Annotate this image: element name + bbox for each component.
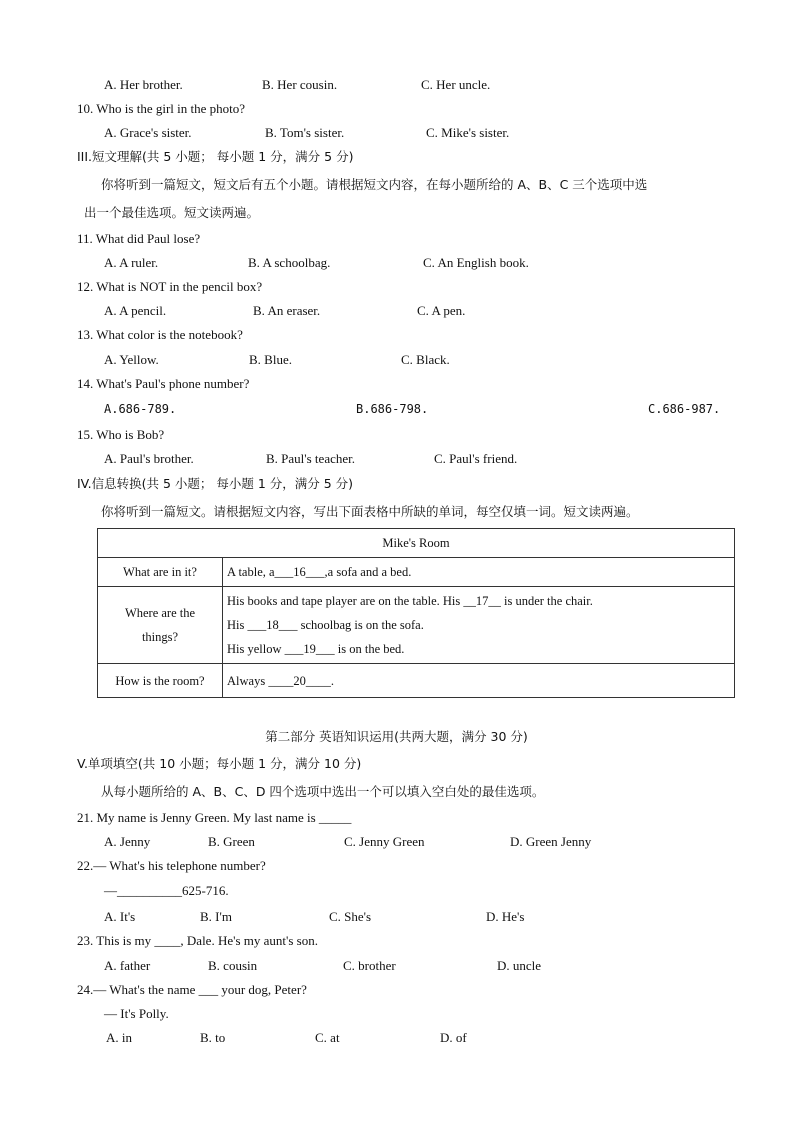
- table-row-answer-line3: His yellow ___19___ is on the bed.: [227, 642, 405, 656]
- q23-option-c: C. brother: [343, 958, 396, 973]
- q12-option-c: C. A pen.: [417, 303, 466, 318]
- q15-option-a: A. Paul's brother.: [104, 451, 194, 466]
- q15-option-b: B. Paul's teacher.: [266, 451, 355, 466]
- q13-option-b: B. Blue.: [249, 352, 292, 367]
- table-row-answer: [223, 587, 735, 664]
- q21-stem: 21. My name is Jenny Green. My last name is _____: [77, 810, 352, 825]
- q14-option-b: B.686-798.: [356, 402, 429, 416]
- table-row-label: How is the room?: [98, 664, 223, 698]
- q23-stem: 23. This is my ____, Dale. He's my aunt's son.: [77, 933, 318, 948]
- q12-option-b: B. An eraser.: [253, 303, 321, 318]
- q24-option-b: B. to: [200, 1030, 226, 1045]
- q22-option-d: D. He's: [486, 909, 525, 924]
- q10-option-c: C. Mike's sister.: [426, 125, 510, 140]
- mikes-room-table: [97, 528, 735, 698]
- part-2-heading: 第二部分 英语知识运用(共两大题，满分 30 分): [265, 729, 528, 744]
- q24-option-a: A. in: [106, 1030, 132, 1045]
- q21-option-a: A. Jenny: [104, 834, 151, 849]
- q23-option-d: D. uncle: [497, 958, 542, 973]
- section-3-instruction-line2: 出一个最佳选项。短文读两遍。: [84, 205, 260, 220]
- q13-option-c: C. Black.: [401, 352, 450, 367]
- q15-option-c: C. Paul's friend.: [434, 451, 518, 466]
- q9-option-a: A. Her brother.: [104, 77, 183, 92]
- q24-response: — It's Polly.: [104, 1006, 169, 1021]
- q24-stem: 24.— What's the name ___ your dog, Peter?: [77, 982, 307, 997]
- q22-option-b: B. I'm: [200, 909, 232, 924]
- section-5-instruction: 从每小题所给的 A、B、C、D 四个选项中选出一个可以填入空白处的最佳选项。: [101, 784, 545, 799]
- table-row-label: [98, 587, 223, 664]
- section-3-heading: III.短文理解(共 5 小题； 每小题 1 分，满分 5 分): [77, 149, 354, 164]
- q21-option-b: B. Green: [208, 834, 255, 849]
- q11-option-a: A. A ruler.: [104, 255, 159, 270]
- table-row-label: What are in it?: [98, 558, 223, 587]
- section-3-instruction-line1: 你将听到一篇短文，短文后有五个小题。请根据短文内容，在每小题所给的 A、B、C 三个选项中选: [101, 177, 648, 192]
- q14-option-a: A.686-789.: [104, 402, 177, 416]
- q11-stem: 11. What did Paul lose?: [77, 231, 201, 246]
- q22-stem: 22.— What's his telephone number?: [77, 858, 266, 873]
- q22-option-a: A. It's: [104, 909, 136, 924]
- q21-option-d: D. Green Jenny: [510, 834, 592, 849]
- q9-option-c: C. Her uncle.: [421, 77, 491, 92]
- q21-option-c: C. Jenny Green: [344, 834, 425, 849]
- q10-option-b: B. Tom's sister.: [265, 125, 345, 140]
- q14-stem: 14. What's Paul's phone number?: [77, 376, 250, 391]
- section-4-heading: IV.信息转换(共 5 小题； 每小题 1 分，满分 5 分): [77, 476, 354, 491]
- table-row-answer: A table, a___16___,a sofa and a bed.: [223, 558, 735, 587]
- table-row-answer-line1: His books and tape player are on the table. His __17__ is under the chair.: [227, 594, 593, 608]
- table-row-label-line1: Where are the: [124, 606, 196, 620]
- section-4-instruction: 你将听到一篇短文。请根据短文内容，写出下面表格中所缺的单词，每空仅填一词。短文读两遍。: [101, 504, 639, 519]
- section-5-heading: V.单项填空(共 10 小题；每小题 1 分，满分 10 分): [77, 756, 362, 771]
- q12-stem: 12. What is NOT in the pencil box?: [77, 279, 263, 294]
- table-row-label-line2: things?: [141, 630, 179, 644]
- table-row-answer-line2: His ___18___ schoolbag is on the sofa.: [227, 618, 424, 632]
- q22-option-c: C. She's: [329, 909, 372, 924]
- table-title: Mike's Room: [98, 529, 735, 558]
- q10-option-a: A. Grace's sister.: [104, 125, 192, 140]
- q22-response: —__________625-716.: [104, 883, 229, 898]
- q11-option-b: B. A schoolbag.: [248, 255, 331, 270]
- q23-option-b: B. cousin: [208, 958, 258, 973]
- q9-option-b: B. Her cousin.: [262, 77, 338, 92]
- q13-option-a: A. Yellow.: [104, 352, 159, 367]
- q12-option-a: A. A pencil.: [104, 303, 167, 318]
- q13-stem: 13. What color is the notebook?: [77, 327, 243, 342]
- q10-stem: 10. Who is the girl in the photo?: [77, 101, 246, 116]
- q15-stem: 15. Who is Bob?: [77, 427, 165, 442]
- q14-option-c: C.686-987.: [648, 402, 721, 416]
- q24-option-d: D. of: [440, 1030, 467, 1045]
- table-row-answer: Always ____20____.: [223, 664, 735, 698]
- q24-option-c: C. at: [315, 1030, 340, 1045]
- q11-option-c: C. An English book.: [423, 255, 529, 270]
- q23-option-a: A. father: [104, 958, 151, 973]
